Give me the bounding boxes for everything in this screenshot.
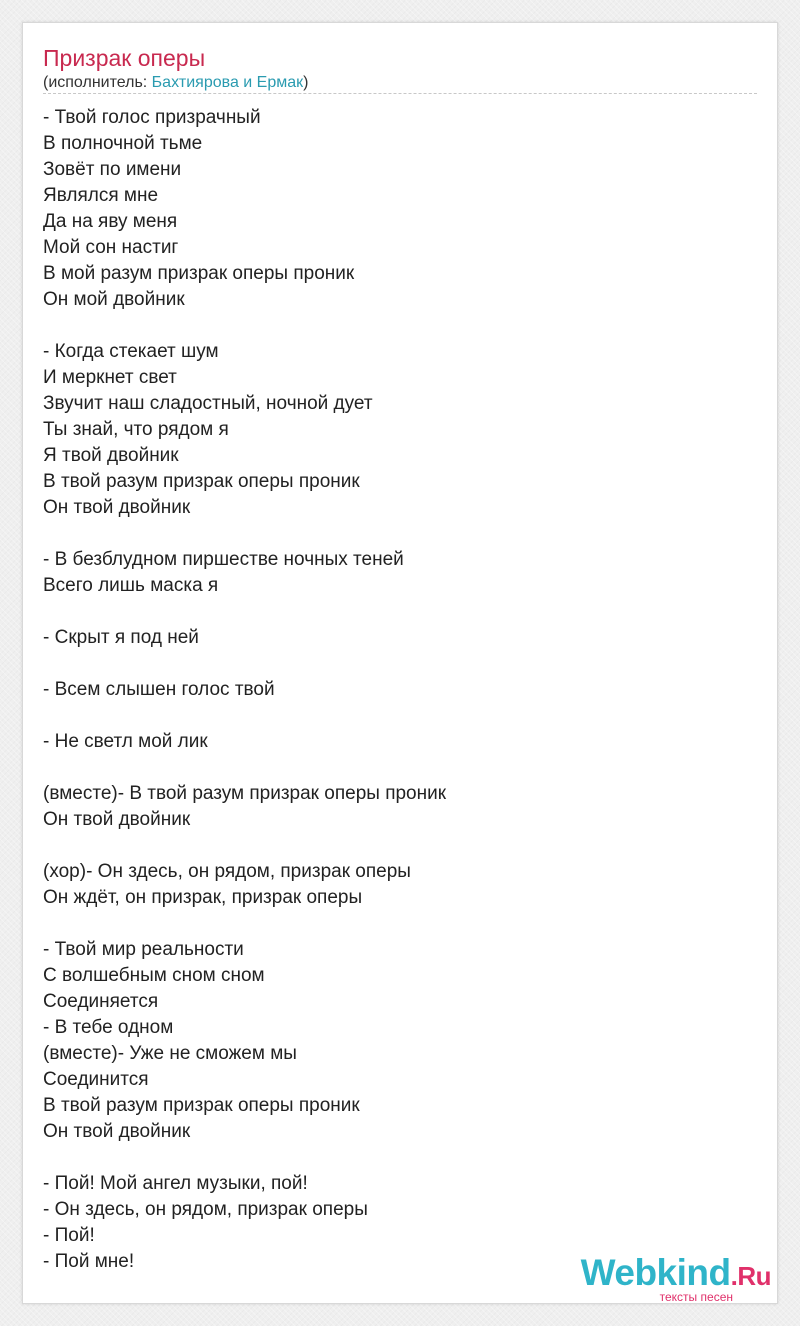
lyric-line: Он твой двойник — [43, 497, 191, 518]
lyric-line: Соединится — [43, 1069, 149, 1090]
lyric-line: (вместе)- Уже не сможем мы — [43, 1043, 297, 1064]
lyric-line: (вместе)- В твой разум призрак оперы проник — [43, 783, 447, 804]
performer-suffix: ) — [303, 74, 309, 91]
performer-line — [43, 73, 308, 93]
lyric-line: - Пой! Мой ангел музыки, пой! — [43, 1173, 308, 1194]
lyric-line: Он мой двойник — [43, 289, 185, 310]
lyric-line: - В тебе одном — [43, 1017, 174, 1038]
lyric-line: Ты знай, что рядом я — [43, 419, 229, 440]
lyric-line: Я твой двойник — [43, 445, 179, 466]
performer-prefix: (исполнитель: — [43, 74, 152, 91]
lyric-line: С волшебным сном сном — [43, 965, 265, 986]
lyric-line: - В безблудном пиршестве ночных теней — [43, 549, 404, 570]
webkind-logo[interactable] — [581, 1254, 771, 1303]
title-divider — [43, 93, 757, 94]
logo-wordmark — [581, 1254, 771, 1295]
lyric-line: - Всем слышен голос твой — [43, 679, 275, 700]
lyric-line: Звучит наш сладостный, ночной дует — [43, 393, 373, 414]
lyric-line: И меркнет свет — [43, 367, 177, 388]
lyric-line: Он ждёт, он призрак, призрак оперы — [43, 887, 363, 908]
lyric-blank-line — [43, 521, 743, 547]
lyric-blank-line — [43, 599, 743, 625]
lyric-line: Зовёт по имени — [43, 159, 182, 180]
lyric-blank-line — [43, 755, 743, 781]
lyric-blank-line — [43, 651, 743, 677]
lyric-line: - Пой! — [43, 1225, 95, 1246]
lyrics-text — [43, 105, 743, 1275]
logo-suffix: .Ru — [730, 1261, 771, 1291]
lyric-line: - Когда стекает шум — [43, 341, 219, 362]
artist-link[interactable]: Бахтиярова и Ермак — [151, 74, 304, 91]
lyric-line: - Он здесь, он рядом, призрак оперы — [43, 1199, 368, 1220]
lyric-blank-line — [43, 911, 743, 937]
lyric-line: В полночной тьме — [43, 133, 203, 154]
lyric-line: - Не светл мой лик — [43, 731, 208, 752]
lyric-line: Да на яву меня — [43, 211, 178, 232]
lyric-line: Соединяется — [43, 991, 159, 1012]
lyric-line: В твой разум призрак оперы проник — [43, 1095, 360, 1116]
lyric-line: - Твой мир реальности — [43, 939, 244, 960]
lyric-blank-line — [43, 313, 743, 339]
lyric-line: - Пой мне! — [43, 1251, 135, 1272]
lyric-line: Всего лишь маска я — [43, 575, 219, 596]
lyric-line: Он твой двойник — [43, 1121, 191, 1142]
lyric-line: Являлся мне — [43, 185, 159, 206]
lyric-blank-line — [43, 833, 743, 859]
lyric-blank-line — [43, 1145, 743, 1171]
logo-main-text: Webkind — [580, 1252, 731, 1293]
lyric-line: Мой сон настиг — [43, 237, 179, 258]
song-title: Призрак оперы — [43, 45, 206, 71]
lyric-line: В мой разум призрак оперы проник — [43, 263, 355, 284]
lyric-line: - Твой голос призрачный — [43, 107, 261, 128]
lyric-line: Он твой двойник — [43, 809, 191, 830]
lyric-line: (хор)- Он здесь, он рядом, призрак оперы — [43, 861, 411, 882]
logo-tagline: тексты песен — [659, 1290, 733, 1304]
lyrics-card — [22, 22, 778, 1304]
lyric-line: В твой разум призрак оперы проник — [43, 471, 360, 492]
lyric-line: - Скрыт я под ней — [43, 627, 199, 648]
lyric-blank-line — [43, 703, 743, 729]
